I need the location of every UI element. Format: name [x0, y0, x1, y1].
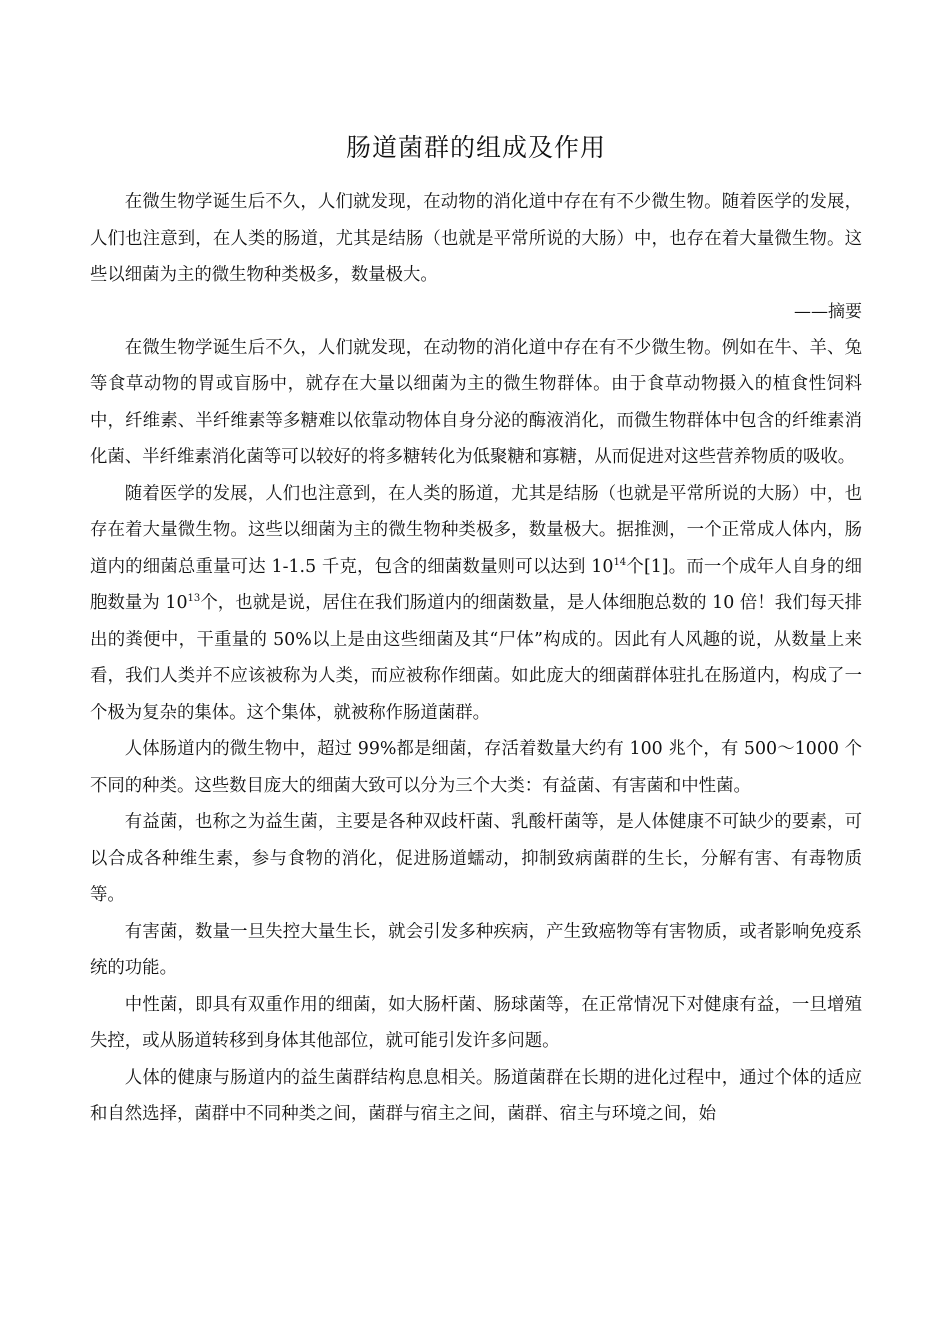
paragraph-3: 人体肠道内的微生物中，超过 99%都是细菌，存活着数量大约有 100 兆个，有 500～1000 个不同的种类。这些数目庞大的细菌大致可以分为三个大类：有益菌、有害菌和中性菌。 [90, 739, 862, 796]
exponent-14: 14 [613, 556, 627, 568]
paragraph-2-part-c: 个，也就是说，居住在我们肠道内的细菌数量，是人体细胞总数的 10 倍！我们每天排出的粪便中，干重量的 50%以上是由这些细菌及其“尸体”构成的。因此有人风趣的说，从数量上来看，我们人类并不应该被称为人类，而应被称作细菌。如此庞大的细菌群体驻扎在肠道内，构成了一个极为复杂的集体。这个集体，就被称作肠道菌群。 [90, 593, 862, 723]
paragraph-5: 有害菌，数量一旦失控大量生长，就会引发多种疾病，产生致癌物等有害物质，或者影响免疫系统的功能。 [90, 921, 862, 978]
exponent-13: 13 [187, 593, 201, 605]
paragraph-4: 有益菌，也称之为益生菌，主要是各种双歧杆菌、乳酸杆菌等，是人体健康不可缺少的要素，可以合成各种维生素，参与食物的消化，促进肠道蠕动，抑制致病菌群的生长，分解有害、有毒物质等。 [90, 812, 862, 905]
document-page [90, 128, 862, 1133]
paragraph-2-part-a: 随着医学的发展，人们也注意到，在人类的肠道，尤其是结肠（也就是平常所说的大肠）中，也存在着大量微生物。这些以细菌为主的微生物种类极多，数量极大。据推测，一个正常成人体内，肠道内的细菌总重量可达 1-1.5 千克，包含的细菌数量则可以达到 10 [90, 483, 862, 577]
abstract-label: ——摘要 [794, 301, 862, 322]
paragraph-2 [90, 476, 862, 732]
document-title: 肠道菌群的组成及作用 [345, 133, 606, 162]
paragraph-2-part-b: 个[1]。而一个成年人自身的细胞数量为 10 [90, 556, 862, 613]
paragraph-7: 人体的健康与肠道内的益生菌群结构息息相关。肠道菌群在长期的进化过程中，通过个体的适应和自然选择，菌群中不同种类之间，菌群与宿主之间，菌群、宿主与环境之间，始 [90, 1067, 862, 1124]
paragraph-6: 中性菌，即具有双重作用的细菌，如大肠杆菌、肠球菌等，在正常情况下对健康有益，一旦增殖失控，或从肠道转移到身体其他部位，就可能引发许多问题。 [90, 994, 862, 1051]
paragraph-1: 在微生物学诞生后不久，人们就发现，在动物的消化道中存在有不少微生物。例如在牛、羊、兔等食草动物的胃或盲肠中，就存在大量以细菌为主的微生物群体。由于食草动物摄入的植食性饲料中，纤维素、半纤维素等多糖难以依靠动物体自身分泌的酶液消化，而微生物群体中包含的纤维素消化菌、半纤维素消化菌等可以较好的将多糖转化为低聚糖和寡糖，从而促进对这些营养物质的吸收。 [90, 337, 862, 467]
abstract-paragraph: 在微生物学诞生后不久，人们就发现，在动物的消化道中存在有不少微生物。随着医学的发展，人们也注意到，在人类的肠道，尤其是结肠（也就是平常所说的大肠）中，也存在着大量微生物。这些以细菌为主的微生物种类极多，数量极大。 [90, 192, 862, 285]
